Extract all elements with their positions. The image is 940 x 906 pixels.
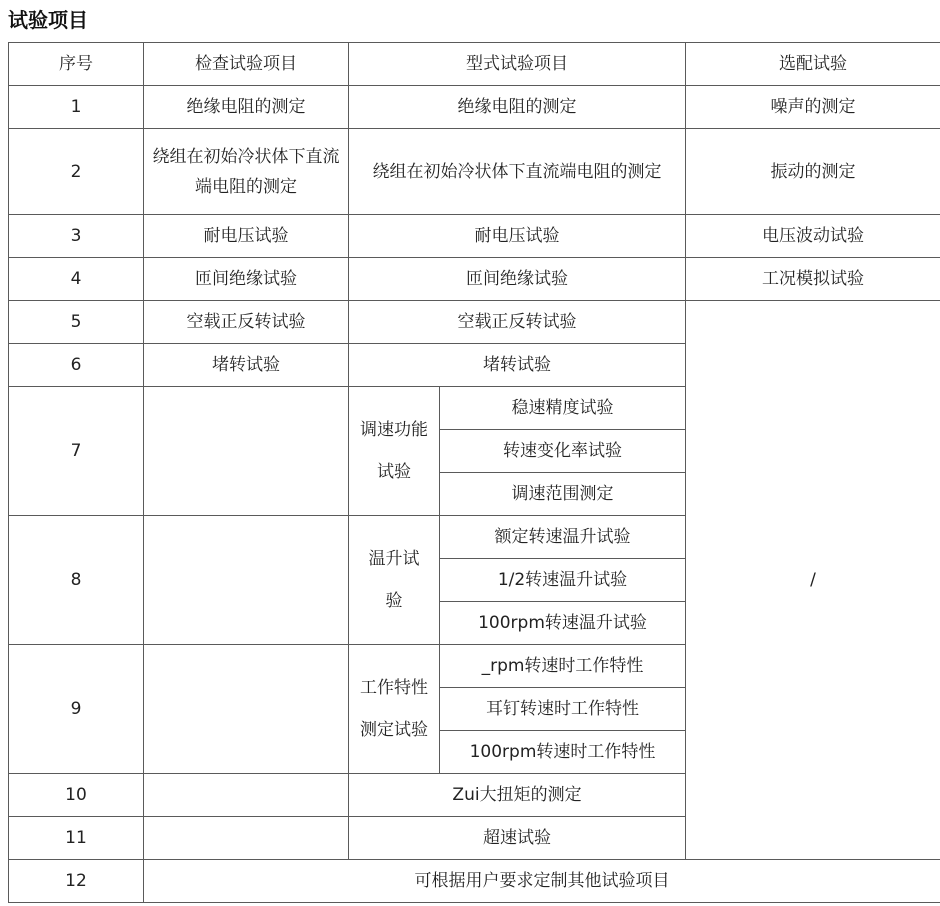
type-test-group: 调速功能试验	[349, 387, 440, 516]
inspection-item-empty	[144, 387, 349, 516]
type-test-group: 温升试验	[349, 516, 440, 645]
row-number: 3	[9, 215, 144, 258]
optional-item: 振动的测定	[686, 129, 940, 215]
inspection-item: 空载正反转试验	[144, 301, 349, 344]
row-number: 5	[9, 301, 144, 344]
type-test-subitem: 调速范围测定	[440, 473, 686, 516]
inspection-item-empty	[144, 645, 349, 774]
table-row	[9, 860, 940, 903]
row-number: 9	[9, 645, 144, 774]
optional-merged-cell: /	[686, 301, 940, 860]
inspection-item: 绝缘电阻的测定	[144, 86, 349, 129]
type-test-subitem: 额定转速温升试验	[440, 516, 686, 559]
inspection-item: 绕组在初始冷状体下直流端电阻的测定	[144, 129, 349, 215]
type-test-subitem: 100rpm转速时工作特性	[440, 731, 686, 774]
header-cell-inspection: 检查试验项目	[144, 43, 349, 86]
type-test-item: 堵转试验	[349, 344, 686, 387]
inspection-item-empty	[144, 774, 349, 817]
header-cell-optional: 选配试验	[686, 43, 940, 86]
row-number: 8	[9, 516, 144, 645]
optional-item: 噪声的测定	[686, 86, 940, 129]
type-test-item: Zui大扭矩的测定	[349, 774, 686, 817]
section-title: 试验项目	[8, 8, 88, 32]
inspection-item-empty	[144, 817, 349, 860]
type-test-subitem: 1/2转速温升试验	[440, 559, 686, 602]
type-test-subitem: 100rpm转速温升试验	[440, 602, 686, 645]
inspection-item: 堵转试验	[144, 344, 349, 387]
row-number: 6	[9, 344, 144, 387]
row-number: 11	[9, 817, 144, 860]
type-test-subitem: 耳钉转速时工作特性	[440, 688, 686, 731]
type-test-item: 超速试验	[349, 817, 686, 860]
table-row	[9, 215, 940, 258]
type-test-item: 空载正反转试验	[349, 301, 686, 344]
inspection-item-empty	[144, 516, 349, 645]
type-test-item: 耐电压试验	[349, 215, 686, 258]
type-test-subitem: 转速变化率试验	[440, 430, 686, 473]
row-number: 4	[9, 258, 144, 301]
table-header-row	[9, 43, 940, 86]
header-cell-number: 序号	[9, 43, 144, 86]
table-row	[9, 301, 940, 344]
inspection-item: 匝间绝缘试验	[144, 258, 349, 301]
type-test-item: 绕组在初始冷状体下直流端电阻的测定	[349, 129, 686, 215]
table-row	[9, 86, 940, 129]
row-number: 12	[9, 860, 144, 903]
optional-item: 电压波动试验	[686, 215, 940, 258]
type-test-item: 匝间绝缘试验	[349, 258, 686, 301]
table-row	[9, 258, 940, 301]
type-test-subitem: 稳速精度试验	[440, 387, 686, 430]
row-number: 10	[9, 774, 144, 817]
header-cell-type-test: 型式试验项目	[349, 43, 686, 86]
row-number: 1	[9, 86, 144, 129]
optional-item: 工况模拟试验	[686, 258, 940, 301]
type-test-group: 工作特性测定试验	[349, 645, 440, 774]
row-number: 2	[9, 129, 144, 215]
type-test-subitem: _rpm转速时工作特性	[440, 645, 686, 688]
type-test-item: 绝缘电阻的测定	[349, 86, 686, 129]
row-number: 7	[9, 387, 144, 516]
inspection-item: 耐电压试验	[144, 215, 349, 258]
test-items-table	[8, 42, 940, 903]
custom-tests-note: 可根据用户要求定制其他试验项目	[144, 860, 940, 903]
table-row	[9, 129, 940, 215]
